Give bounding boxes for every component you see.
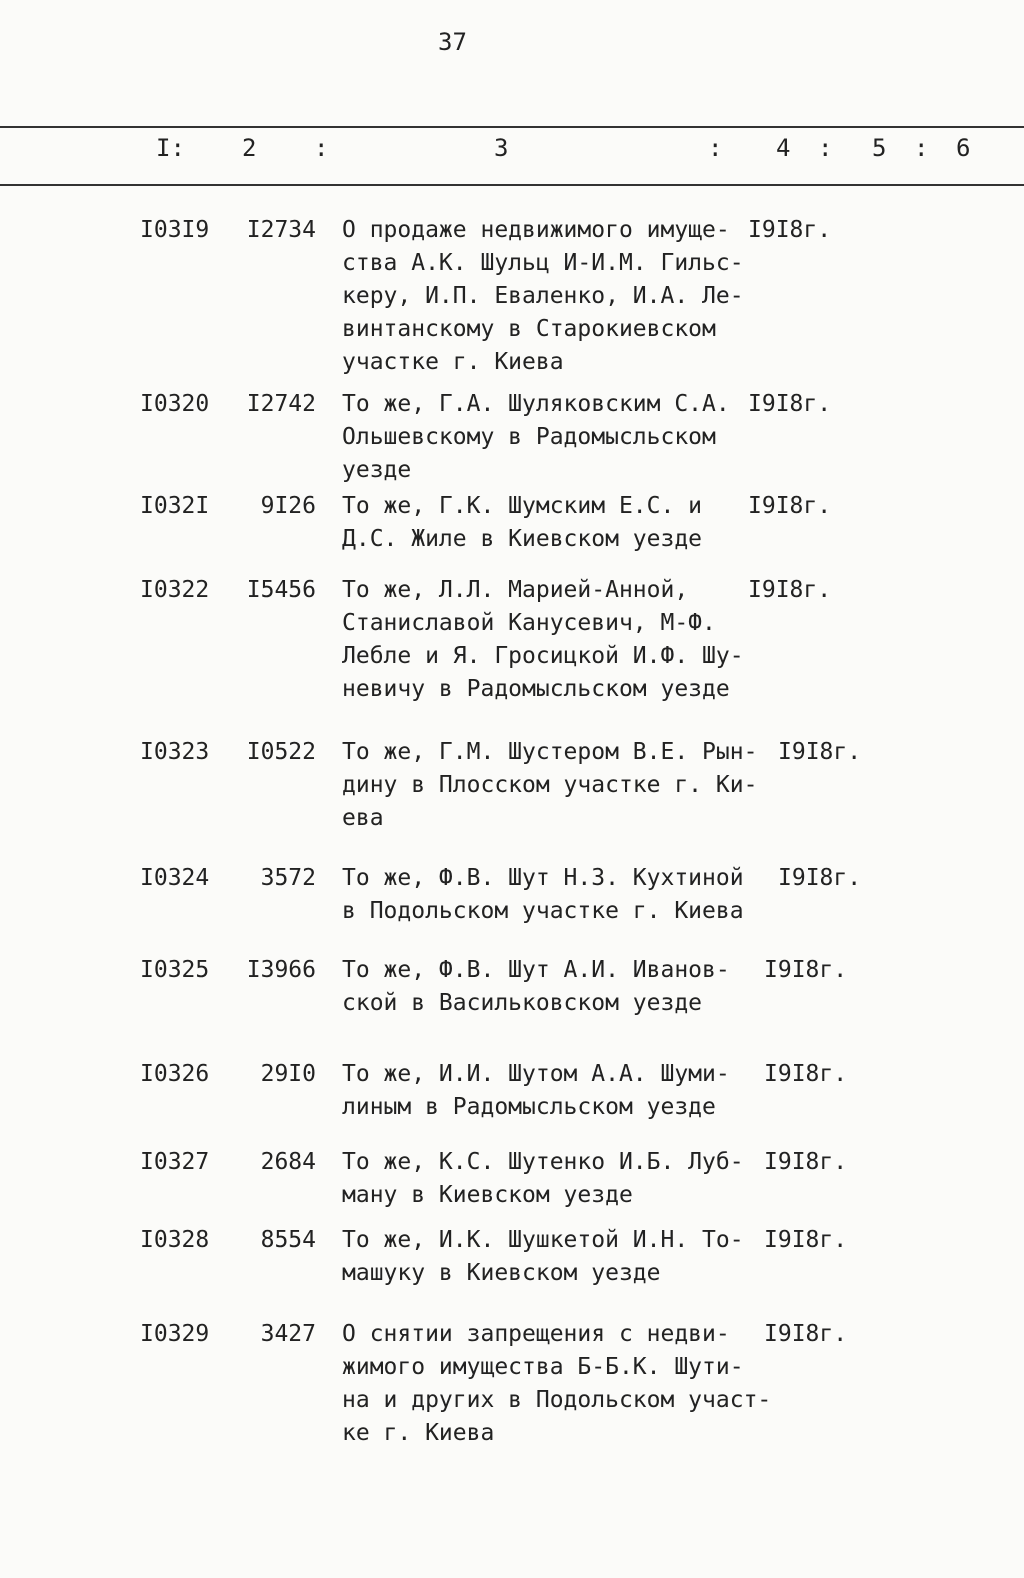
entry-description-line: в Подольском участке г. Киева [342, 898, 744, 924]
entry-number: I0327 [140, 1149, 210, 1175]
entry-description-line: То же, Г.М. Шустером В.Е. Рын- [342, 739, 758, 765]
entry-description-line: ке г. Киева [342, 1420, 495, 1446]
entry-year: I9I8г. [748, 217, 832, 243]
entry-description-line: ства А.К. Шульц И-И.М. Гильс- [342, 250, 744, 276]
entry-description-line: ской в Васильковском уезде [342, 990, 703, 1016]
entry-description-line: жимого имущества Б-Б.К. Шути- [342, 1354, 744, 1380]
entry-description-line: То же, Г.К. Шумским Е.С. и [342, 493, 703, 519]
entry-description-line: винтанскому в Старокиевском [342, 316, 716, 342]
entry-description-line: на и других в Подольском участ- [342, 1387, 772, 1413]
entry-description [342, 862, 762, 928]
entry-number: I0322 [140, 577, 210, 603]
entry-description [342, 954, 762, 1020]
column-header-4: 4 [776, 134, 791, 162]
entry-description-line: То же, Г.А. Шуляковским С.А. [342, 391, 730, 417]
entry-description-line: уезде [342, 457, 412, 483]
header-bottom-rule [0, 184, 1024, 186]
entry-description-line: То же, И.И. Шутом А.А. Шуми- [342, 1061, 730, 1087]
column-separator: : [818, 134, 833, 162]
page-number: 37 [438, 28, 467, 56]
entry-description-line: ева [342, 805, 384, 831]
entry-description [342, 388, 762, 487]
entry-description-line: Д.С. Жиле в Киевском уезде [342, 526, 703, 552]
entry-file-number: I5456 [246, 577, 316, 603]
entry-description-line: О продаже недвижимого имуще- [342, 217, 730, 243]
entry-number: I0326 [140, 1061, 210, 1087]
entry-description-line: участке г. Киева [342, 349, 564, 375]
entry-description-line: ману в Киевском уезде [342, 1182, 633, 1208]
column-header-5: 5 [872, 134, 887, 162]
entry-year: I9I8г. [764, 957, 848, 983]
entry-year: I9I8г. [764, 1227, 848, 1253]
entry-number: I03I9 [140, 217, 210, 243]
entry-description-line: То же, Ф.В. Шут Н.З. Кухтиной [342, 865, 744, 891]
column-header-6: 6 [956, 134, 971, 162]
entry-file-number: 2684 [260, 1149, 316, 1175]
header-top-rule [0, 126, 1024, 128]
entry-description-line: То же, К.С. Шутенко И.Б. Луб- [342, 1149, 744, 1175]
entry-number: I0323 [140, 739, 210, 765]
column-separator: : [708, 134, 723, 162]
entry-description [342, 490, 762, 556]
column-header-3: 3 [494, 134, 509, 162]
entry-description-line: машуку в Киевском уезде [342, 1260, 661, 1286]
entry-year: I9I8г. [748, 493, 832, 519]
entry-description [342, 1146, 762, 1212]
entry-description [342, 574, 762, 706]
column-separator: : [914, 134, 929, 162]
entry-file-number: 3427 [260, 1321, 316, 1347]
entry-number: I0320 [140, 391, 210, 417]
entry-number: I0324 [140, 865, 210, 891]
entry-year: I9I8г. [764, 1321, 848, 1347]
entry-description [342, 1318, 772, 1450]
entry-description-line: То же, И.К. Шушкетой И.Н. То- [342, 1227, 744, 1253]
entry-description-line: дину в Плосском участке г. Ки- [342, 772, 758, 798]
entry-description [342, 736, 762, 835]
entry-number: I0329 [140, 1321, 210, 1347]
entry-file-number: 3572 [260, 865, 316, 891]
entry-file-number: I0522 [246, 739, 316, 765]
column-separator: : [314, 134, 329, 162]
entry-description [342, 214, 762, 379]
entry-description-line: Ольшевскому в Радомысльском [342, 424, 716, 450]
entry-description-line: невичу в Радомысльском уезде [342, 676, 730, 702]
entry-number: I0328 [140, 1227, 210, 1253]
entry-description-line: О снятии запрещения с недви- [342, 1321, 730, 1347]
entry-file-number: 8554 [260, 1227, 316, 1253]
entry-description-line: Лебле и Я. Гросицкой И.Ф. Шу- [342, 643, 744, 669]
entry-number: I032I [140, 493, 210, 519]
entry-year: I9I8г. [748, 577, 832, 603]
entry-year: I9I8г. [778, 739, 862, 765]
entry-file-number: I2742 [246, 391, 316, 417]
entry-file-number: 9I26 [260, 493, 316, 519]
entry-description-line: Станиславой Канусевич, М-Ф. [342, 610, 716, 636]
entry-file-number: I3966 [246, 957, 316, 983]
entry-description-line: То же, Ф.В. Шут А.И. Иванов- [342, 957, 730, 983]
entry-number: I0325 [140, 957, 210, 983]
column-header-1: I: [156, 134, 185, 162]
entry-year: I9I8г. [764, 1149, 848, 1175]
entry-description-line: То же, Л.Л. Марией-Анной, [342, 577, 689, 603]
entry-year: I9I8г. [748, 391, 832, 417]
column-header-2: 2 [242, 134, 257, 162]
entry-file-number: I2734 [246, 217, 316, 243]
entry-file-number: 29I0 [260, 1061, 316, 1087]
entry-year: I9I8г. [764, 1061, 848, 1087]
entry-description-line: линым в Радомысльском уезде [342, 1094, 716, 1120]
entry-description [342, 1058, 762, 1124]
entry-description [342, 1224, 762, 1290]
entry-description-line: керу, И.П. Еваленко, И.А. Ле- [342, 283, 744, 309]
entry-year: I9I8г. [778, 865, 862, 891]
